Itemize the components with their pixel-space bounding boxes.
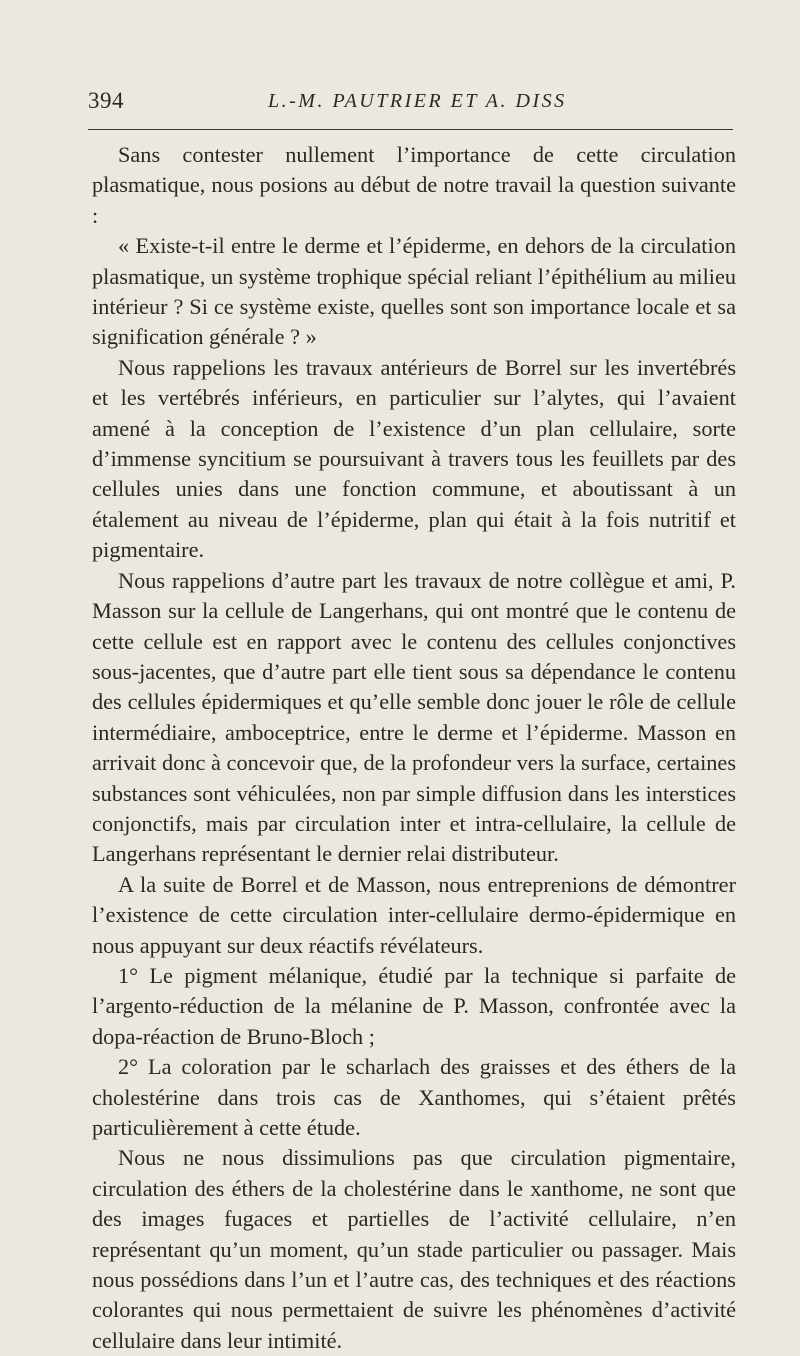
paragraph: Nous rappelions les travaux antérieurs de Borrel sur les invertébrés et les vertébrés inférieurs, en particulier sur l’alytes, qui l’avaient amené à la conception de l’existence d’un plan cellulaire, sorte d’immense syncitium se poursuivant à travers tous les feuillets par des cellules unies dans une fonction commune, et aboutissant à un étalement au niveau de l’épiderme, plan qui était à la fois nutritif et pigmentaire. bbox=[92, 354, 736, 563]
body-text bbox=[92, 140, 736, 1356]
paragraph: Nous ne nous dissimulions pas que circulation pigmentaire, circulation des éthers de la cholestérine dans le xanthome, ne sont que des images fugaces et partielles de l’activité cellulaire, n’en représentant qu’un moment, qu’un stade particulier ou passager. Mais nous possédions dans l’un et l’autre cas, des techniques et des réactions colorantes qui nous permettaient de suivre les phénomènes d’activité cellulaire dans leur intimité. bbox=[92, 1145, 736, 1353]
paragraph: Sans contester nullement l’importance de cette circulation plasmatique, nous posions au début de notre travail la question suivante : bbox=[92, 142, 736, 228]
paragraph: 1° Le pigment mélanique, étudié par la technique si parfaite de l’argento-réduction de la mélanine de P. Masson, confrontée avec la dopa-réaction de Bruno-Bloch ; bbox=[92, 962, 736, 1049]
paragraph: « Existe-t-il entre le derme et l’épiderme, en dehors de la circulation plasmatique, un système trophique spécial reliant l’épithélium au milieu intérieur ? Si ce système existe, quelles sont son importance locale et sa signification générale ? » bbox=[92, 233, 736, 350]
paragraph: 2° La coloration par le scharlach des graisses et des éthers de la cholestérine dans trois cas de Xanthomes, qui s’étaient prêtés particulièrement à cette étude. bbox=[92, 1054, 736, 1140]
running-title: L.-M. PAUTRIER ET A. DISS bbox=[268, 90, 567, 112]
page-header bbox=[88, 88, 733, 118]
paragraph: Nous rappelions d’autre part les travaux de notre collègue et ami, P. Masson sur la cellule de Langerhans, qui ont montré que le contenu de cette cellule est en rapport avec le contenu des cellules conjonctives sous-jacentes, que d’autre part elle tient sous sa dépendance le contenu des cellules épidermiques et qu’elle semble donc jouer le rôle de cellule intermédiaire, amboceptrice, entre le derme et l’épiderme. Masson en arrivait donc à concevoir que, de la profondeur vers la surface, certaines substances sont véhiculées, non par simple diffusion dans les interstices conjonctifs, mais par circulation inter et intra-cellulaire, la cellule de Langerhans représentant le dernier relai distributeur. bbox=[92, 567, 736, 867]
paragraph: A la suite de Borrel et de Masson, nous entreprenions de démontrer l’existence de cette circulation inter-cellulaire dermo-épidermique en nous appuyant sur deux réactifs révélateurs. bbox=[92, 871, 736, 958]
header-rule bbox=[88, 129, 733, 130]
page-number: 394 bbox=[88, 88, 124, 113]
